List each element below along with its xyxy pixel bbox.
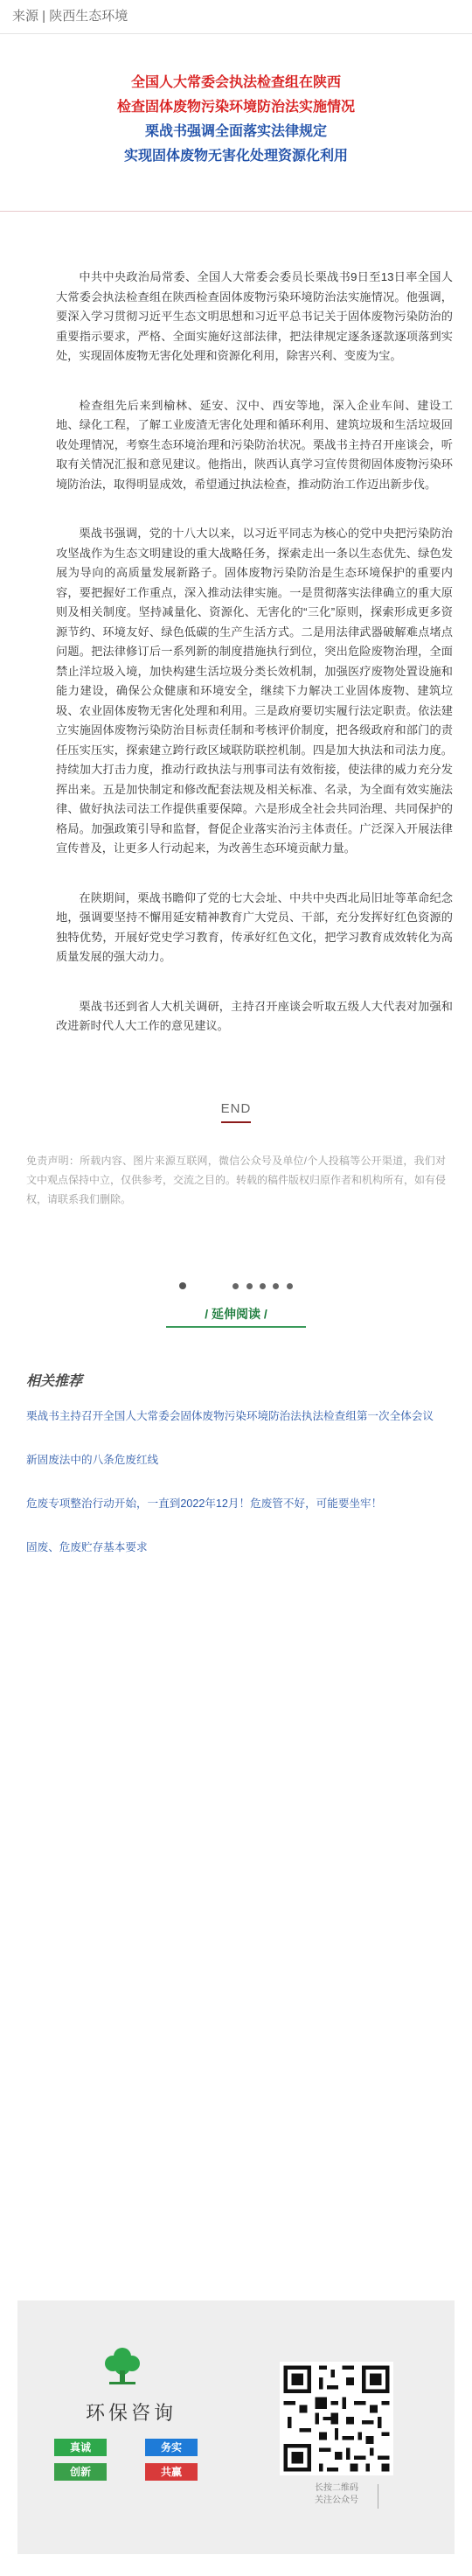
related-link[interactable]: 固废、危废贮存基本要求 <box>26 1540 148 1553</box>
source-line <box>0 0 472 33</box>
brand-tags <box>54 2439 238 2488</box>
top-divider <box>0 33 472 34</box>
related-link[interactable]: 危废专项整治行动开始，一直到2022年12月！危废管不好，可能要坐牢！ <box>26 1497 383 1510</box>
article-paragraph: 检查组先后来到榆林、延安、汉中、西安等地，深入企业车间、建设工地、绿化工程，了解工业废渣无害化处理和循环利用、建筑垃圾和生活垃圾回收处理情况，考察生态环境治理和污染防治状况。栗战书主持召开座谈会，听取有关情况汇报和意见建议。他指出，陕西认真学习宣传贯彻固体废物污染环境防治法，取得明显成效，希望通过执法检查，推动防治工作迈出新步伐。 <box>56 398 453 491</box>
related-list <box>0 1390 472 1558</box>
qr-caption: 长按二维码 关注公众号 <box>315 2483 358 2505</box>
article-body <box>0 212 472 1037</box>
related-title: 相关推荐 <box>26 1373 83 1389</box>
disclaimer-text: 免责声明：所载内容、图片来源互联网，微信公众号及单位/个人投稿等公开渠道，我们对文中观点保持中立，仅供参考，交流之目的。转载的稿件版权归原作者和机构所有，如有侵权，请联系我们删除。 <box>26 1154 447 1205</box>
tag-badge: 共赢 <box>145 2463 198 2481</box>
dot-icon <box>260 1283 266 1289</box>
qr-code-icon[interactable] <box>280 2362 393 2475</box>
dot-icon <box>273 1283 279 1289</box>
dot-icon <box>287 1283 293 1289</box>
related-link[interactable]: 新固废法中的八条危废红线 <box>26 1453 159 1466</box>
dots-divider <box>0 1279 472 1291</box>
brand-title: 环保咨询 <box>85 2402 177 2424</box>
tag-badge: 务实 <box>145 2439 198 2456</box>
dot-icon <box>179 1282 186 1289</box>
article-paragraph: 栗战书还到省人大机关调研，主持召开座谈会听取五级人大代表对加强和改进新时代人大工作的意见建议。 <box>56 999 453 1032</box>
tree-logo-icon <box>101 2344 144 2386</box>
headline-line-4: 实现固体废物无害化处理资源化利用 <box>123 149 348 164</box>
tag-badge: 真诚 <box>54 2439 107 2456</box>
dot-icon <box>233 1283 239 1289</box>
headline-line-3: 栗战书强调全面落实法律规定 <box>144 124 327 139</box>
footer-card <box>17 2300 455 2554</box>
source-text: 来源 | 陕西生态环境 <box>12 9 128 24</box>
article-paragraph: 中共中央政治局常委、全国人大常委会委员长栗战书9日至13日率全国人大常委会执法检查组在陕西检查固体废物污染环境防治法实施情况。他强调，要深入学习贯彻习近平生态文明思想和习近平总书记关于固体废物污染防治的重要指示要求，严格、全面实施好这部法律，把法律规定逐条逐款逐项落到实处，实现固体废物无害化处理和资源化利用，除害兴利、变废为宝。 <box>56 270 453 362</box>
headline-line-2: 检查固体废物污染环境防治法实施情况 <box>116 100 355 115</box>
end-label: END <box>220 1100 252 1116</box>
tag-badge: 创新 <box>54 2463 107 2481</box>
dot-icon <box>246 1283 253 1289</box>
extended-reading-label: / 延伸阅读 / <box>205 1306 267 1321</box>
related-link[interactable]: 栗战书主持召开全国人大常委会固体废物污染环境防治法执法检查组第一次全体会议 <box>26 1409 434 1422</box>
extended-reading-header <box>0 1305 472 1328</box>
end-marker <box>0 1101 472 1123</box>
article-paragraph: 栗战书强调，党的十八大以来，以习近平同志为核心的党中央把污染防治攻坚战作为生态文明建设的重大战略任务，探索走出一条以生态优先、绿色发展为导向的高质量发展新路子。固体废物污染防治是生态环境保护的重要内容，要把握好工作重点，深入推动法律实施。一是贯彻落实法律确立的重大原则及相关制度。坚持减量化、资源化、无害化的“三化”原则，探索形成更多资源节约、环境友好、绿色低碳的生产生活方式。二是用法律武器破解难点堵点问题。把法律修订后一系列新的制度措施执行到位，突出危险废物治理，全面禁止洋垃圾入境，加快构建生活垃圾分类长效机制，加强医疗废物处置设施和能力建设，确保公众健康和环境安全，继续下力解决工业固体废物、建筑垃圾、农业固体废物无害化处理和利用。三是政府要切实履行法定职责。依法建立实施固体废物污染防治目标责任制和考核评价制度，把各级政府和部门的责任压实压实，探索建立跨行政区域联防联控机制。四是加大执法和司法力度。持续加大打击力度，推动行政执法与刑事司法有效衔接，使法律的威力充分发挥出来。五是加快制定和修改配套法规及相关标准、名录，为全面有效实施法律、做好执法司法工作提供重要保障。六是形成全社会共同治理、共同保护的格局。加强政策引导和监督，督促企业落实治污主体责任。广泛深入开展法律宣传普及，让更多人行动起来，为改善生态环境贡献力量。 <box>56 527 453 855</box>
headline-block <box>0 71 472 169</box>
headline-line-1: 全国人大常委会执法检查组在陕西 <box>130 75 341 90</box>
article-paragraph: 在陕期间，栗战书瞻仰了党的七大会址、中共中央西北局旧址等革命纪念地，强调要坚持不懈用延安精神教育广大党员、干部，充分发挥好红色资源的独特优势，开展好党史学习教育，传承好红色文化，把学习教育成效转化为高质量发展的强大动力。 <box>56 890 453 963</box>
